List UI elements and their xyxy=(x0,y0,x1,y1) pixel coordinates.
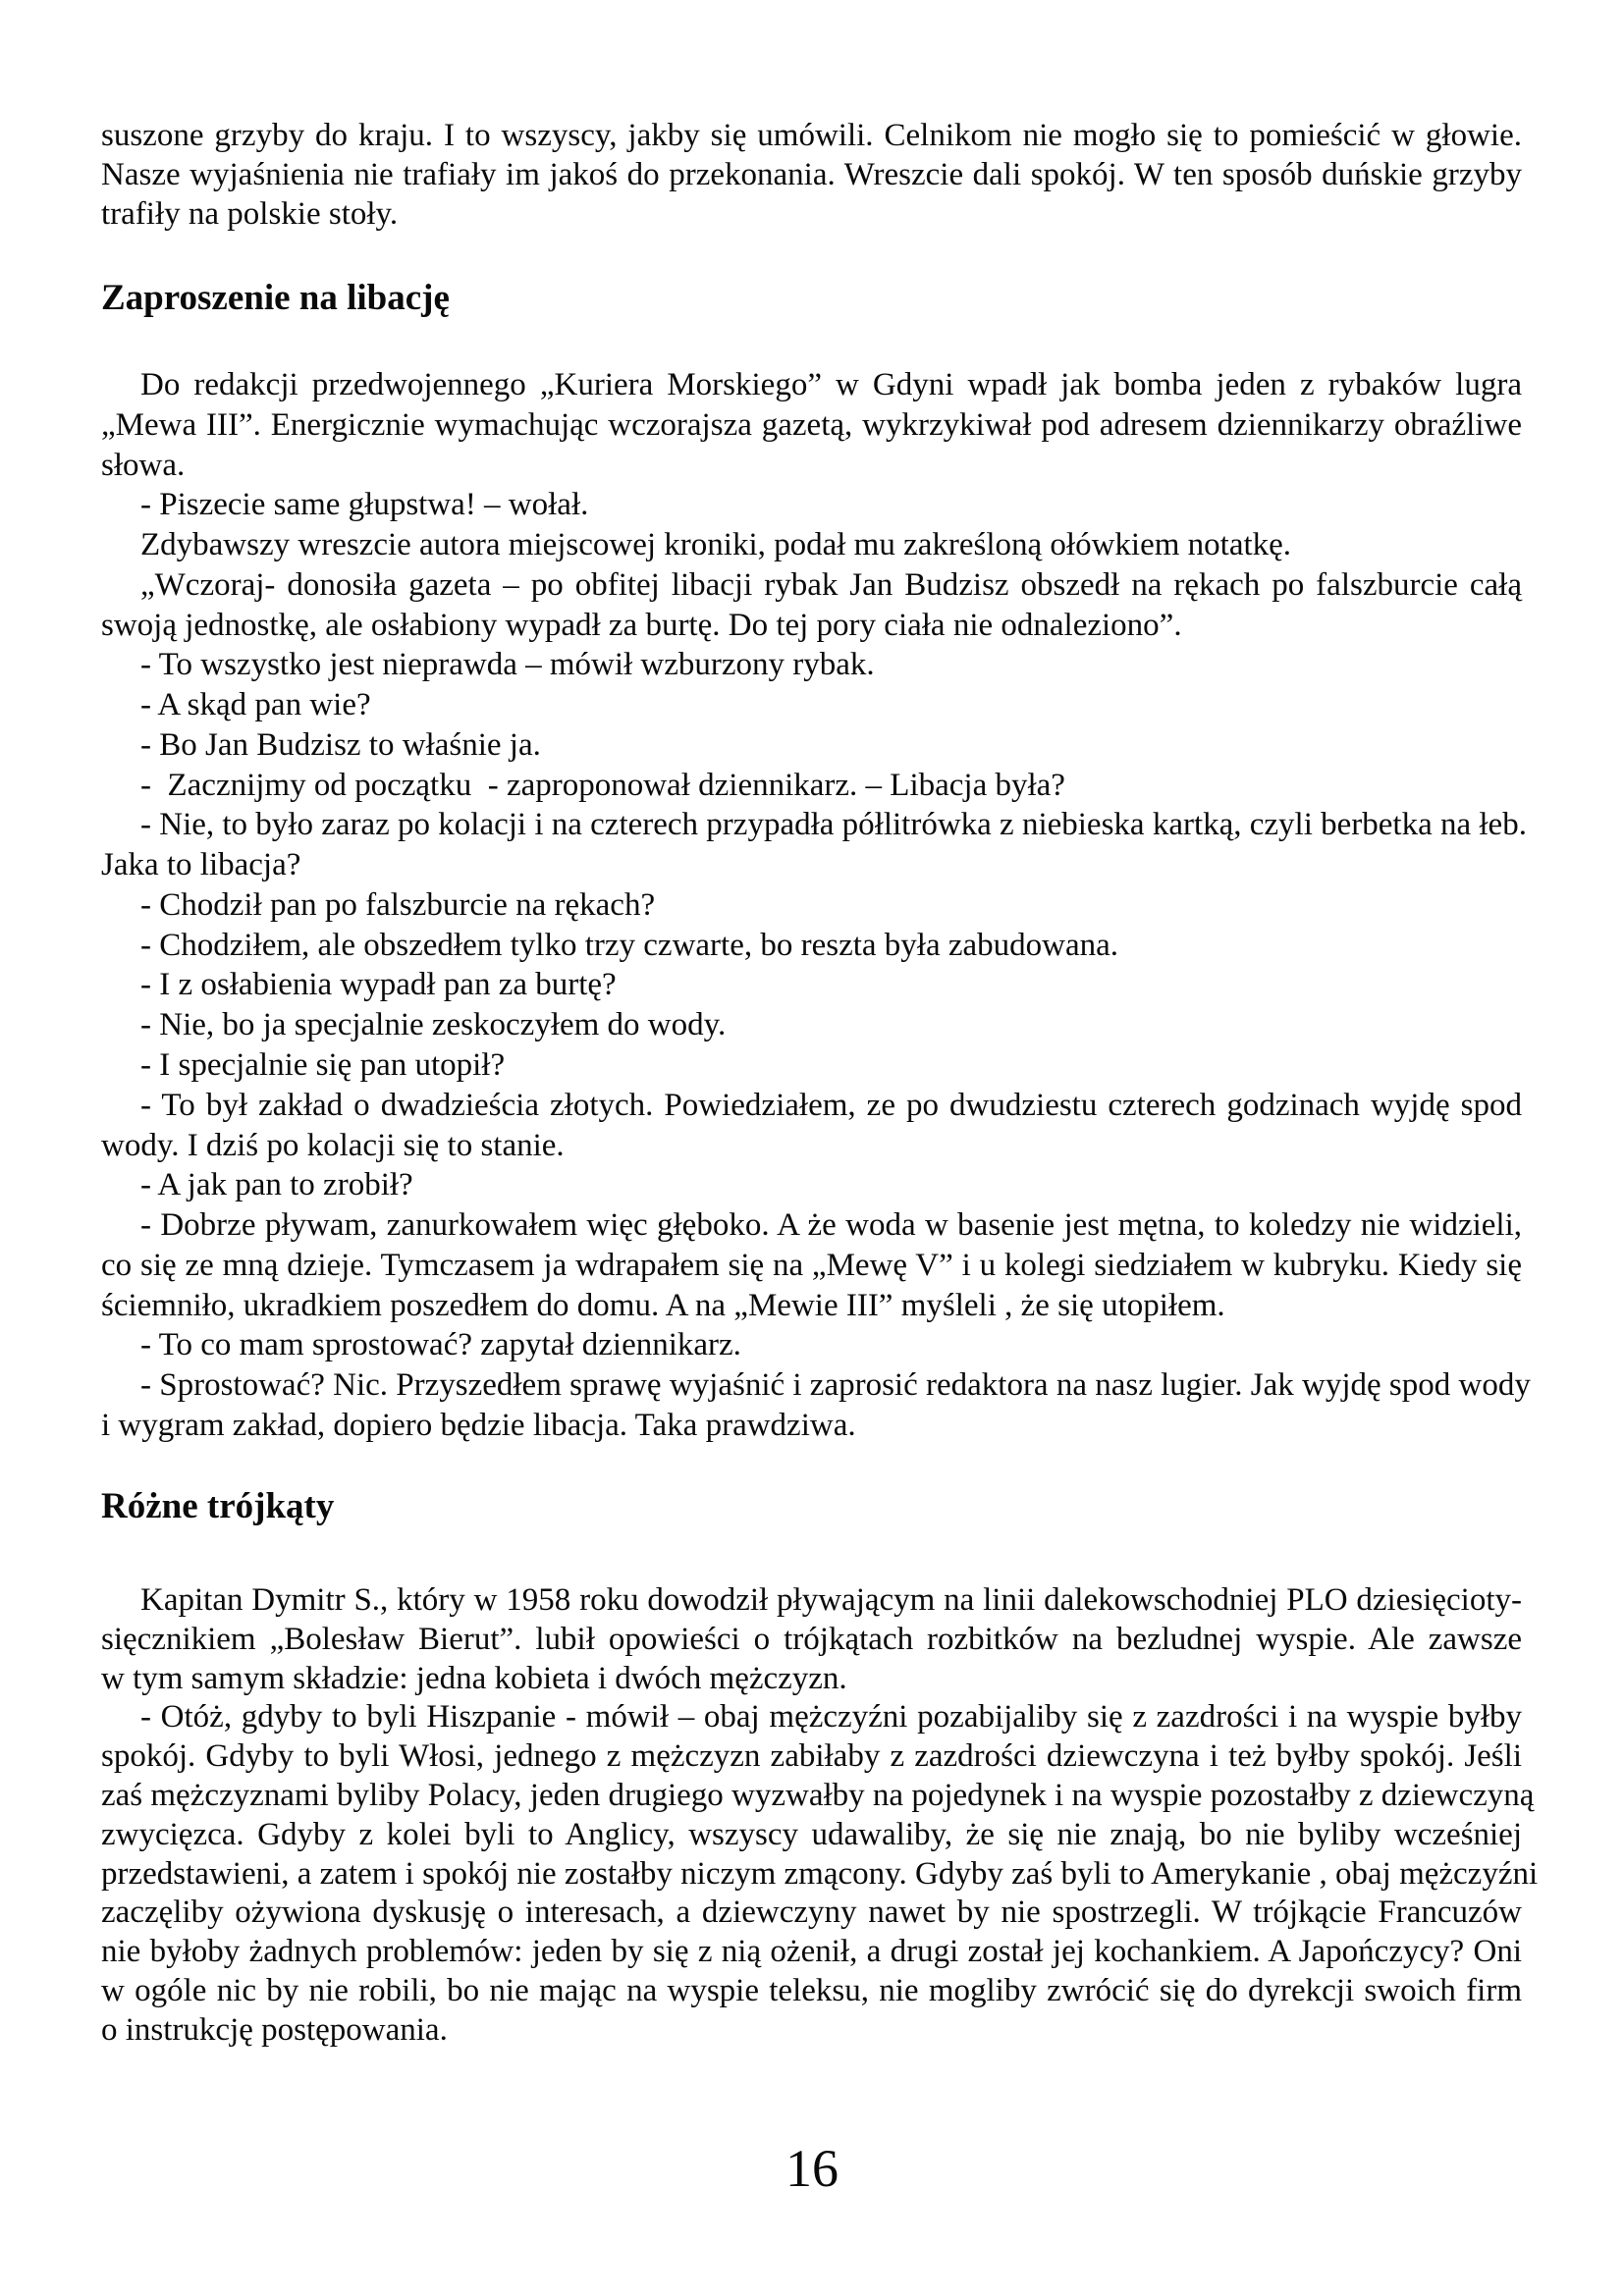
text-line: - Zacznijmy od początku - zaproponował dziennikarz. – Libacja była? xyxy=(140,767,1065,803)
text-line: spokój. Gdyby to byli Włosi, jednego z mężczyzn zabiłaby z zazdrości dziewczyna i też byłby spokój. Jeśli xyxy=(101,1738,1522,1775)
text-line: o instrukcję postępowania. xyxy=(101,2011,448,2048)
text-line: Kapitan Dymitr S., który w 1958 roku dowodził pływającym na linii dalekowschodniej PLO dziesięcioty- xyxy=(140,1582,1522,1618)
dialogue-line xyxy=(101,1325,1522,1365)
text-line: - Nie, to było zaraz po kolacji i na czterech przypadła półlitrówka z niebieska kartką, czyli berbetka na łeb. xyxy=(140,807,1527,843)
section-body xyxy=(101,1581,1539,2051)
dialogue-line xyxy=(101,1045,1522,1086)
dialogue-line xyxy=(101,965,1522,1005)
section-heading: Różne trójkąty xyxy=(101,1486,335,1526)
text-line: nie byłoby żadnych problemów: jeden by się z nią ożenił, a drugi został jej kochankiem. A Japończycy? Oni xyxy=(101,1934,1522,1970)
dialogue-line xyxy=(101,885,1522,926)
text-line: przedstawieni, a zatem i spokój nie zostałby niczym zmącony. Gdyby zaś byli to Amerykanie , obaj mężczyźni xyxy=(101,1855,1539,1892)
text-line: - To był zakład o dwadzieścia złotych. Powiedziałem, ze po dwudziestu czterech godzinach wyjdę spod xyxy=(140,1087,1522,1123)
dialogue-line xyxy=(101,926,1522,966)
dialogue-line xyxy=(101,1365,1531,1446)
section-heading: Zaproszenie na libację xyxy=(101,278,450,318)
text-line: - Bo Jan Budzisz to właśnie ja. xyxy=(140,726,541,763)
text-line: - Nie, bo ja specjalnie zeskoczyłem do wody. xyxy=(140,1007,727,1043)
dialogue-line xyxy=(101,1086,1522,1166)
text-line: co się ze mną dzieje. Tymczasem ja wdrapałem się na „Mewę V” i u kolegi siedziałem w kubryku. Kiedy się xyxy=(101,1247,1522,1283)
intro-paragraph xyxy=(101,116,1522,235)
text-line: - A skąd pan wie? xyxy=(140,687,371,723)
text-line: swoją jednostkę, ale osłabiony wypadł za burtę. Do tej pory ciała nie odnaleziono”. xyxy=(101,607,1182,643)
text-line: zaczęliby ożywiona dyskusję o interesach, a dziewczyny nawet by nie spostrzegli. W trójkącie Francuzów xyxy=(101,1895,1522,1931)
text-line: zaś mężczyznami byliby Polacy, jeden drugiego wyzwałby na pojedynek i na wyspie pozostałby z dziewczyną xyxy=(101,1777,1535,1813)
paragraph xyxy=(101,365,1522,485)
text-line: i wygram zakład, dopiero będzie libacja. Taka prawdziwa. xyxy=(101,1407,856,1443)
text-line: - To wszystko jest nieprawda – mówił wzburzony rybak. xyxy=(140,647,875,683)
text-line: - I z osłabienia wypadł pan za burtę? xyxy=(140,967,617,1003)
text-line: - I specjalnie się pan utopił? xyxy=(140,1047,506,1084)
page-number: 16 xyxy=(785,2139,839,2198)
text-line: - Chodził pan po falszburcie na rękach? xyxy=(140,886,656,923)
paragraph xyxy=(101,1698,1539,2050)
text-line: - To co mam sprostować? zapytał dziennikarz. xyxy=(140,1327,741,1363)
text-line: w tym samym składzie: jedna kobieta i dwóch mężczyzn. xyxy=(101,1660,847,1696)
dialogue-line xyxy=(101,766,1522,806)
dialogue-line xyxy=(101,805,1527,885)
text-line: sięcznikiem „Bolesław Bierut”. lubił opowieści o trójkątach rozbitków na bezludnej wyspie. Ale zawsze xyxy=(101,1621,1522,1657)
quoted-note xyxy=(101,565,1522,646)
text-line: - Sprostować? Nic. Przyszedłem sprawę wyjaśnić i zaprosić redaktora na nasz lugier. Jak wyjdę spod wody xyxy=(140,1367,1531,1404)
text-line: Zdybawszy wreszcie autora miejscowej kroniki, podał mu zakreśloną ołówkiem notatkę. xyxy=(140,527,1292,563)
text-line: - Piszecie same głupstwa! – wołał. xyxy=(140,487,589,523)
paragraph xyxy=(101,1581,1522,1698)
text-line: - Chodziłem, ale obszedłem tylko trzy czwarte, bo reszta była zabudowana. xyxy=(140,927,1119,963)
text-line: Jaka to libacja? xyxy=(101,847,301,883)
text-line: - Otóż, gdyby to byli Hiszpanie - mówił – obaj mężczyźni pozabijaliby się z zazdrości i na wyspie byłby xyxy=(140,1699,1522,1735)
text-line: wody. I dziś po kolacji się to stanie. xyxy=(101,1127,565,1163)
dialogue-line xyxy=(101,725,1522,766)
text-line: - Dobrze pływam, zanurkowałem więc głęboko. A że woda w basenie jest mętna, to koledzy nie widzieli, xyxy=(140,1207,1522,1244)
text-line: Do redakcji przedwojennego „Kuriera Morskiego” w Gdyni wpadł jak bomba jeden z rybaków lugra xyxy=(140,367,1522,402)
dialogue-line xyxy=(101,485,1522,525)
text-line: słowa. xyxy=(101,447,186,483)
text-line: Nasze wyjaśnienia nie trafiały im jakoś do przekonania. Wreszcie dali spokój. W ten sposób duńskie grzyby xyxy=(101,157,1522,193)
text-line: suszone grzyby do kraju. I to wszyscy, jakby się umówili. Celnikom nie mogło się to pomieścić w głowie. xyxy=(101,118,1522,153)
paragraph xyxy=(101,525,1522,565)
dialogue-line xyxy=(101,1205,1522,1325)
text-line: zwycięzca. Gdyby z kolei byli to Anglicy, wszyscy udawaliby, że się nie znają, bo nie byliby wcześniej xyxy=(101,1816,1522,1852)
text-line: „Wczoraj- donosiła gazeta – po obfitej libacji rybak Jan Budzisz obszedł na rękach po falszburcie całą xyxy=(140,566,1522,603)
dialogue-line xyxy=(101,1165,1522,1205)
text-line: trafiły na polskie stoły. xyxy=(101,196,399,233)
text-line: ściemniło, ukradkiem poszedłem do domu. A na „Mewie III” myśleli , że się utopiłem. xyxy=(101,1287,1225,1323)
text-line: w ogóle nic by nie robili, bo nie mając na wyspie teleksu, nie mogliby zwrócić się do dyrekcji swoich firm xyxy=(101,1972,1522,2008)
text-line: „Mewa III”. Energicznie wymachując wczorajsza gazetą, wykrzykiwał pod adresem dziennikarzy obraźliwe xyxy=(101,406,1522,443)
section-body xyxy=(101,365,1531,1446)
dialogue-line xyxy=(101,685,1522,725)
dialogue-line xyxy=(101,645,1522,685)
text-line: - A jak pan to zrobił? xyxy=(140,1167,413,1203)
dialogue-line xyxy=(101,1005,1522,1045)
